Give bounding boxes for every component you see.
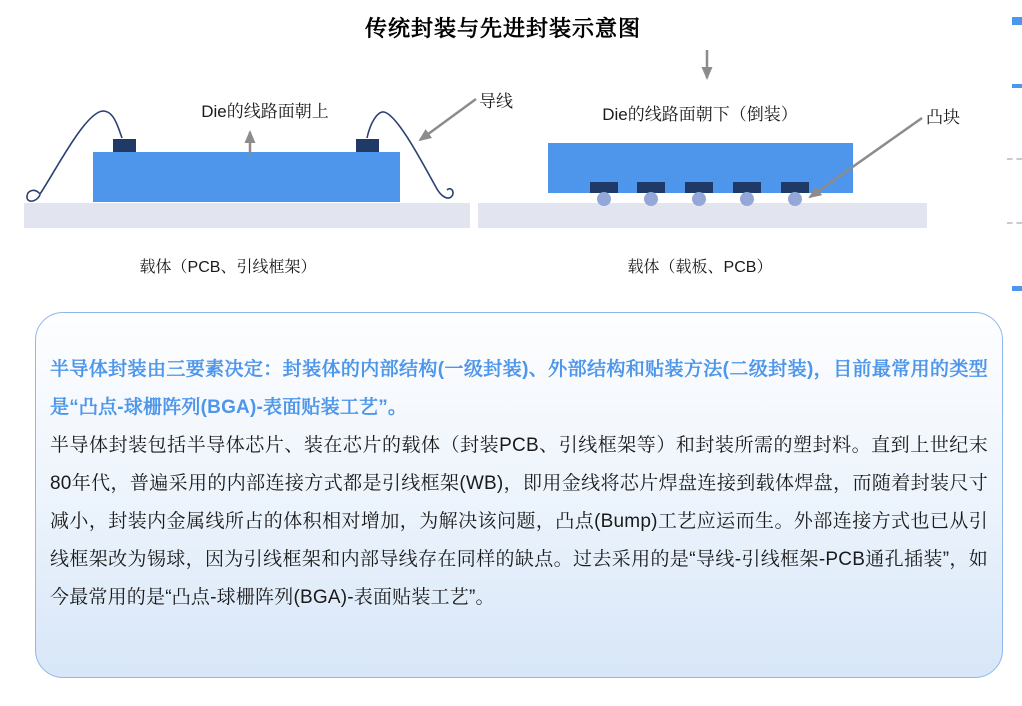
right-die-orientation-label: Die的线路面朝下（倒装）: [602, 105, 798, 124]
bump-1: [597, 192, 611, 206]
left-die: [93, 152, 400, 202]
bump-label: 凸块: [926, 108, 960, 127]
edge-fragment-dash-2: [1007, 222, 1022, 224]
packaging-info-box: [35, 312, 1003, 678]
wire-pointer-arrow-icon: [420, 99, 476, 140]
left-bond-pad-1: [113, 139, 136, 152]
right-carrier-bar: [478, 203, 927, 228]
left-carrier-caption: 载体（PCB、引线框架）: [139, 259, 317, 276]
edge-fragment-dash-1: [1007, 158, 1022, 160]
bump-4: [740, 192, 754, 206]
edge-fragment-blue-2: [1012, 84, 1022, 88]
info-body-text: 半导体封装包括半导体芯片、装在芯片的载体（封装PCB、引线框架等）和封装所需的塑封料。直到上世纪末80年代，普遍采用的内部连接方式都是引线框架(WB)，即用金线将芯片焊盘连接到载体焊盘，而随着封装尺寸减小，封装内金属线所占的体积相对增加，为解决该问题，凸点(Bump)工艺应运而生。外部连接方式也已从引线框架改为锡球，因为引线框架和内部导线存在同样的缺点。过去采用的是“导线-引线框架-PCB通孔插装”，如今最常用的是“凸点-球栅阵列(BGA)-表面贴装工艺”。: [50, 435, 988, 608]
bump-3: [692, 192, 706, 206]
wire-label: 导线: [479, 92, 513, 111]
left-die-orientation-label: Die的线路面朝上: [201, 102, 329, 121]
info-highlight-text: 半导体封装由三要素决定：封装体的内部结构(一级封装)、外部结构和贴装方法(二级封装)，目前最常用的类型是“凸点-球栅阵列(BGA)-表面贴装工艺”。: [50, 359, 988, 418]
bump-5: [788, 192, 802, 206]
bump-2: [644, 192, 658, 206]
edge-fragment-blue-1: [1012, 17, 1022, 25]
left-bond-pad-2: [356, 139, 379, 152]
right-carrier-caption: 载体（载板、PCB）: [627, 259, 773, 276]
left-carrier-bar: [24, 203, 470, 228]
page-title: 传统封装与先进封装示意图: [364, 16, 641, 41]
edge-fragment-blue-3: [1012, 286, 1022, 291]
